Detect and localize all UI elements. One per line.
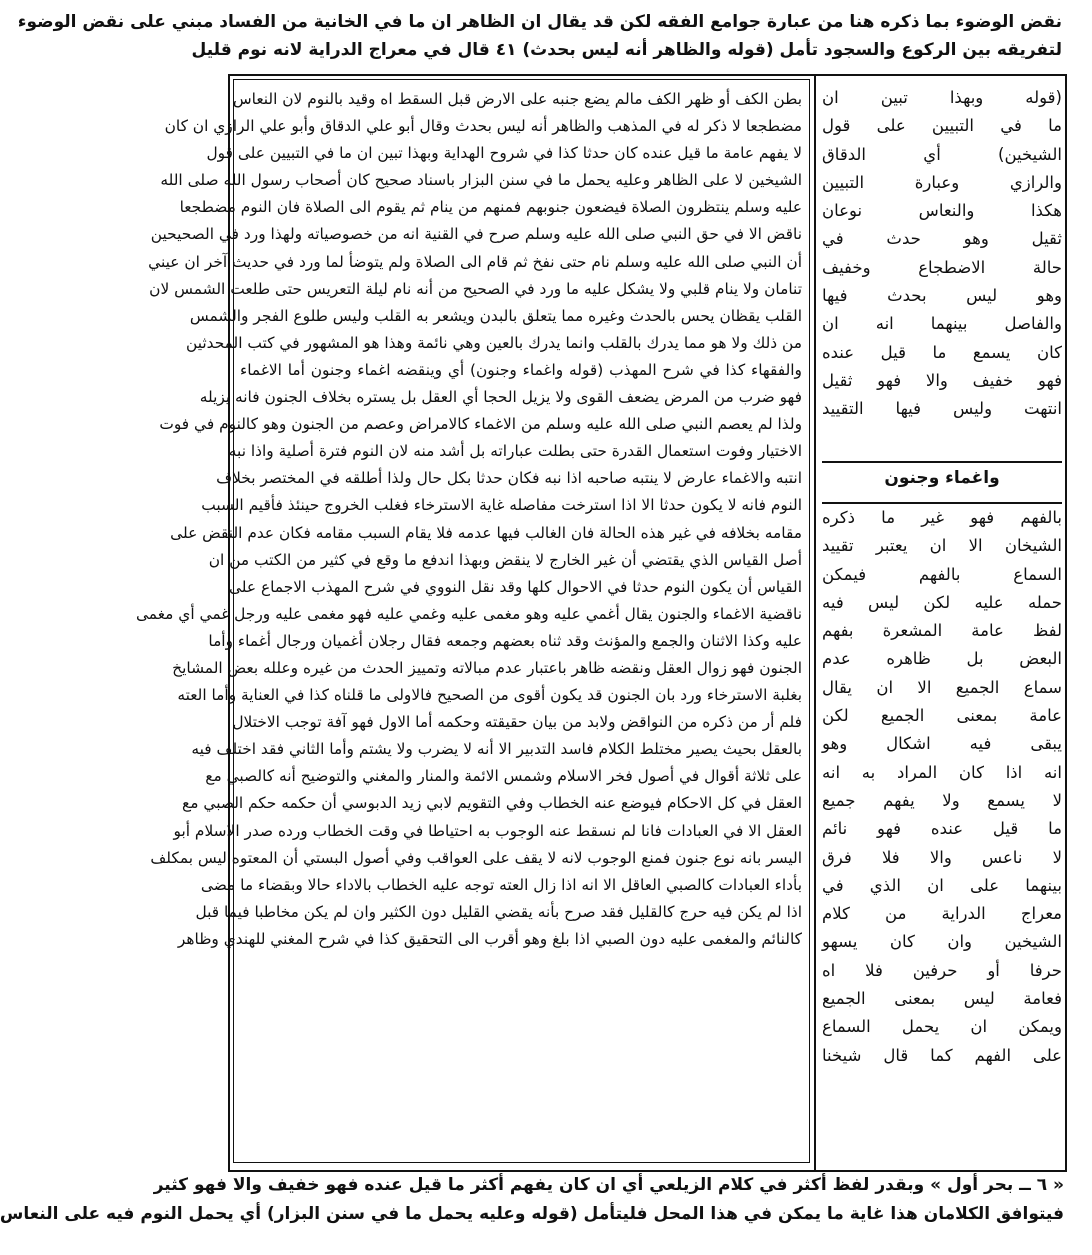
main-text-line: أن النبي صلى الله عليه وسلم نام حتى نفخ ثم قام الى الصلاة ولم يتوضأ لما ورد في حديث آخر ان عيني <box>148 252 802 271</box>
main-text-line: ولذا لم يعصم النبي صلى الله عليه وسلم من الاغماء كالامراض وعصم من الجنون وهو كالنوم في فوت <box>159 415 802 434</box>
main-text-line: العقل في كل الاحكام فيوضع عنه الخطاب وفي التقويم لابي زيد الدبوسي أن حكمه حكم الصبي مع <box>182 794 802 813</box>
margin-bottom-line: لا يسمع ولا يفهم جميع <box>822 790 1062 810</box>
main-text-line: القلب يقظان يحس بالحدث وغيره مما يتعلق بالبدن ويشعر به القلب وليس طلوع الفجر والشمس <box>189 306 802 325</box>
margin-top-line: حالة الاضطجاع وخفيف <box>822 257 1062 277</box>
main-text-line: لا يفهم عامة ما قيل عنده كان حدثا كذا في شروح الهداية وبهذا تبين ان ما في التبيين على قول <box>206 144 802 163</box>
margin-top-line: ثقيل وهو حدث في <box>822 229 1062 249</box>
main-text-line: بغلبة الاسترخاء ورد بان الجنون قد يكون أقوى من الصحيح فالاولى ما قلناه كذا في العناية وأما العته <box>177 686 802 705</box>
margin-top-line: هكذا والنعاس نوعان <box>822 201 1062 221</box>
margin-top-line: والفاصل بينهما انه ان <box>822 314 1062 334</box>
volume-marker: « ٦ ــ بحر أول » <box>930 1175 1064 1195</box>
main-text-line: بالعقل بحيث يصير مختلط الكلام فاسد التدبير الا أنه لا يضرب ولا يشتم وأما الثاني فقد اختلف فيه <box>191 740 802 759</box>
margin-top-line: ما في التبيين على قول <box>822 116 1062 136</box>
margin-bottom-line: سماع الجميع الا ان يقال <box>822 677 1062 697</box>
margin-bottom-line: على الفهم كما قال شيخنا <box>822 1045 1062 1065</box>
main-text-line: انتبه والاغماء عارض لا ينتبه صاحبه اذا نبه فكان حدثا بكل حال ولذا أطلقه في المختصر بخلاف <box>216 469 802 488</box>
margin-top-line: (قوله وبهذا تبين ان <box>822 88 1062 107</box>
margin-bottom-line: ما قيل عنده فهو نائم <box>822 819 1062 839</box>
main-text-line: اذا لم يكن فيه حرج كالقليل فقد صرح بأنه يقضي القليل دون الكثير وان لم يكن مخاطبا فيما قبل <box>195 902 802 921</box>
margin-top-line: كان يسمع ما قيل عنده <box>822 342 1062 362</box>
margin-bottom-line: عامة بمعنى الجميع لكن <box>822 706 1062 726</box>
margin-bottom-line: انه اذا كان المراد به انه <box>822 762 1062 782</box>
footnote-line-1 <box>153 1175 1064 1195</box>
header-line-2-start: لتفريقه بين الركوع والسجود تأمل (قوله والظاهر أنه ليس بحدث) <box>522 40 1062 60</box>
margin-top-line: فهو خفيف والا فهو ثقيل <box>822 370 1062 390</box>
margin-bottom-line: ويمكن ان يحمل السماع <box>822 1017 1062 1037</box>
main-text-line: فلم أر من ذكره من النواقض ولابد من بيان حقيقته وحكمه أما الاول فهو آفة توجب الاختلال <box>232 713 802 732</box>
main-text-line: اليسر بانه نوع جنون فمنع الوجوب لانه لا يقف على العواقب وفي أصول البستي أن المعتوه ليس بمكلف <box>150 848 802 867</box>
margin-top-line: وهو ليس بحدث فيها <box>822 286 1062 306</box>
margin-bottom-line: حرفا أو حرفين فلا اه <box>822 960 1062 980</box>
margin-bottom-line: بالفهم فهو غير ما ذكره <box>822 508 1062 527</box>
header-line-2 <box>191 40 1062 60</box>
main-text-line: أصل القياس الذي يقتضي أن غير الخارج لا ينقض وبهذا اندفع ما وقع في كثير من الكتب من ان <box>208 550 802 569</box>
main-text-line: ناقض الا في حق النبي صلى الله عليه وسلم صرح في القنية انه من خصوصياته ولهذا ورد في الصحيحين <box>150 225 802 244</box>
margin-commentary-bottom <box>822 504 1062 1070</box>
margin-rule-top <box>822 461 1062 463</box>
main-text-line: تنامان ولا ينام قلبي ولا يشكل عليه ما ورد في الصحيح من أنه نام ليلة التعريس حتى طلعت الشمس لان <box>149 279 802 298</box>
margin-top-line: انتهت وليس فيها التقييد <box>822 399 1062 419</box>
margin-bottom-line: معراج الدراية من كلام <box>822 904 1062 924</box>
margin-bottom-line: السماع بالفهم فيمكن <box>822 564 1062 584</box>
margin-bottom-line: البعض بل ظاهره عدم <box>822 649 1062 669</box>
margin-bottom-line: الشيخين وان كان يسهو <box>822 932 1062 952</box>
main-text-line: العقل الا في العبادات فانا لم نسقط عنه الوجوب به احتياطا في وقت الخطاب ورده صدر الاسلام أبو <box>173 821 802 840</box>
main-text-line: عليه وسلم ينتظرون الصلاة فيضعون جنوبهم فمنهم من ينام ثم يقوم الى الصلاة فان النوم مضطجعا <box>179 198 802 217</box>
main-text-line: ناقضية الاغماء والجنون يقال أغمي عليه وهو مغمى عليه وغمي عليه فهو مغمى عليه ورجل غمي أي مغمى <box>135 604 802 623</box>
main-text-line: النوم فانه لا يكون حدثا الا اذا استرخت مفاصله غاية الاسترخاء فغلب الخروج حينئذ فأقيم السبب <box>201 496 802 515</box>
margin-heading: واغماء وجنون <box>884 468 1000 488</box>
footnote-line-1-text: وبقدر لفظ أكثر في كلام الزيلعي أي ان كان يفهم أكثر ما قيل عنده فهو خفيف والا فهو كثير <box>153 1175 925 1195</box>
margin-bottom-line: لا ناعس والا فلا فرق <box>822 847 1062 867</box>
margin-bottom-line: يبقى فيه اشكال وهو <box>822 734 1062 754</box>
margin-bottom-line: حمله عليه لكن ليس فيه <box>822 592 1062 612</box>
margin-top-line: والرازي وعبارة التبيين <box>822 172 1062 192</box>
main-text-line: القياس أن يكون النوم حدثا في الاحوال كلها وقد نقل النووي في شرح المهذب الاجماع على <box>228 577 802 596</box>
main-text-line: بأداء العبادات كالصبي العاقل الا انه اذا زال العته توجه عليه الخطاب بالاداء حالا وبقضاء ما مضى <box>200 875 802 894</box>
footnote-line-2: فيتوافق الكلامان هذا غاية ما يمكن في هذا المحل فليتأمل (قوله وعليه يحمل ما في سنن البزار) أي يحمل النوم فيه على النعاس <box>0 1204 1064 1224</box>
page-number: ٤١ <box>495 40 517 60</box>
margin-bottom-line: بينهما على ان الذي في <box>822 875 1062 895</box>
header-line-2-end: قال في معراج الدراية لانه نوم قليل <box>191 40 490 60</box>
main-text-line: الاختيار وفوت استعمال القدرة حتى بطلت عباراته بل أشد منه لان النوم فترة أصلية واذا نبه <box>228 442 802 461</box>
margin-bottom-line: الشيخان الا ان يعتبر تقييد <box>822 536 1062 556</box>
main-text-line: على ثلاثة أقوال في أصول فخر الاسلام وشمس الائمة والمنار والمغني والتوضيح أنه كالصبي مع <box>205 767 802 786</box>
main-text-line: الشيخين لا على الظاهر وعليه يحمل ما في سنن البزار باسناد صحيح كان أصحاب رسول الله صلى الله <box>160 171 802 190</box>
main-text-line: مضطجعا لا ذكر له في المذهب والظاهر أنه ليس بحدث وقال أبو علي الدقاق وأبو علي الرازي ان كان <box>164 117 802 136</box>
main-text-line: كالنائم والمغمى عليه دون الصبي اذا بلغ وهو أقرب الى التحقيق كذا في شرح المغني للهندي وظاهر <box>177 929 802 948</box>
margin-bottom-line: لفظ عامة المشعرة بفهم <box>822 621 1062 641</box>
main-text-line: الجنون فهو زوال العقل ونقضه ظاهر باعتبار عدم مبالاته وتمييز الحدث من غيره وعلله بعض المشايخ <box>172 658 802 677</box>
main-text-line: مقامه بخلافه في غير هذه الحالة فان الغالب فيها عدمه فلا يقام السبب مقامه فكان عدم النقض على <box>170 523 802 542</box>
main-text-line: والفقهاء كذا في شرح المهذب (قوله واغماء وجنون) أي وينقضه اغماء وجنون أما الاغماء <box>240 360 802 379</box>
main-text-column <box>135 86 802 953</box>
margin-separator <box>814 74 816 1170</box>
margin-commentary-top <box>822 84 1062 424</box>
main-text-line: من ذلك ولا هو مما يدرك بالقلب وانما يدرك بالعين وهي نائمة وهذا هو المشهور في كتب المحدثين <box>185 333 802 352</box>
header-line-1: نقض الوضوء بما ذكره هنا من عبارة جوامع الفقه لكن قد يقال ان الظاهر ان ما في الخانية من الفساد مبني على نقض الوضوء <box>17 12 1062 32</box>
main-text-line: فهو ضرب من المرض يضعف القوى ولا يزيل الحجا أي العقل بل يستره بخلاف الجنون فانه يزيله <box>199 388 802 407</box>
margin-bottom-line: فعامة ليس بمعنى الجميع <box>822 989 1062 1009</box>
main-text-line: بطن الكف أو ظهر الكف مالم يضع جنبه على الارض قبل السقط اه وقيد بالنوم لان النعاس <box>232 90 802 108</box>
margin-top-line: الشيخين) أي الدقاق <box>822 144 1062 164</box>
main-text-line: عليه وكذا الاثنان والجمع والمؤنث وقد ثناه بعضهم وجمعه فقال رجلان أغميان ورجال أغماء وأما <box>208 631 802 650</box>
